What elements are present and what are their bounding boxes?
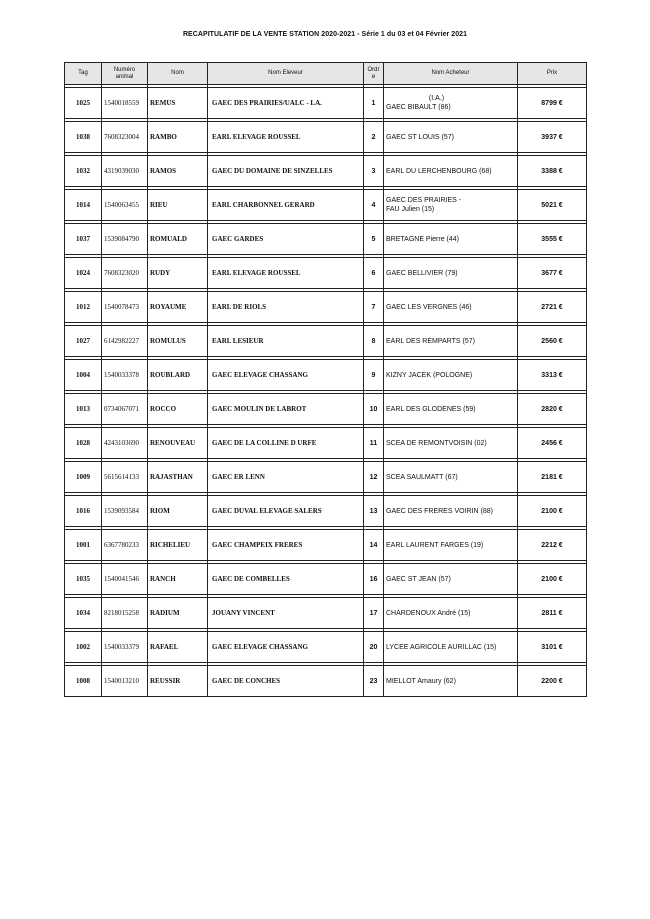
table-row: [65, 598, 587, 629]
cell-tag: 1014: [65, 190, 102, 221]
cell-nom: RADIUM: [148, 598, 208, 629]
cell-numero: 1540033379: [102, 632, 148, 663]
cell-nom: RANCH: [148, 564, 208, 595]
table-row: [65, 530, 587, 561]
cell-prix: 3937 €: [518, 122, 587, 153]
cell-numero: 4243103690: [102, 428, 148, 459]
cell-tag: 1004: [65, 360, 102, 391]
table-row: [65, 292, 587, 323]
cell-eleveur: GAEC DE COMBELLES: [208, 564, 364, 595]
header-numero-line1: Numéro: [113, 67, 136, 73]
cell-tag: 1032: [65, 156, 102, 187]
cell-ordre: 8: [364, 326, 384, 357]
acheteur-line1: GAEC LES VERGNES (46): [386, 303, 472, 311]
table-row: [65, 258, 587, 289]
header-acheteur: Nom Acheteur: [384, 63, 518, 85]
cell-eleveur: GAEC ER LENN: [208, 462, 364, 493]
cell-acheteur: [384, 292, 518, 323]
cell-tag: 1028: [65, 428, 102, 459]
acheteur-line1: LYCEE AGRICOLE AURILLAC (15): [386, 643, 497, 651]
cell-ordre: 6: [364, 258, 384, 289]
cell-eleveur: GAEC DU DOMAINE DE SINZELLES: [208, 156, 364, 187]
cell-numero: 1539084790: [102, 224, 148, 255]
cell-nom: RENOUVEAU: [148, 428, 208, 459]
cell-nom: REUSSIR: [148, 666, 208, 697]
cell-acheteur: [384, 564, 518, 595]
header-prix: Prix: [518, 63, 587, 85]
cell-numero: 1540018559: [102, 88, 148, 119]
cell-ordre: 2: [364, 122, 384, 153]
cell-acheteur: [384, 360, 518, 391]
cell-numero: 6142982227: [102, 326, 148, 357]
cell-nom: RIEU: [148, 190, 208, 221]
table-row: [65, 394, 587, 425]
cell-tag: 1013: [65, 394, 102, 425]
cell-eleveur: EARL LESIEUR: [208, 326, 364, 357]
cell-ordre: 7: [364, 292, 384, 323]
acheteur-line1: CHARDENOUX André (15): [386, 609, 471, 617]
cell-acheteur: [384, 496, 518, 527]
acheteur-line1: GAEC DES PRAIRIES -: [386, 197, 462, 204]
cell-acheteur: [384, 258, 518, 289]
acheteur-line2: GAEC BIBAULT (86): [386, 104, 451, 111]
cell-ordre: 12: [364, 462, 384, 493]
cell-prix: 3313 €: [518, 360, 587, 391]
cell-eleveur: GAEC DE CONCHES: [208, 666, 364, 697]
cell-nom: REMUS: [148, 88, 208, 119]
cell-tag: 1038: [65, 122, 102, 153]
cell-eleveur: GAEC ELEVAGE CHASSANG: [208, 360, 364, 391]
cell-numero: 8218015258: [102, 598, 148, 629]
cell-acheteur: [384, 156, 518, 187]
header-ordre-line2: e: [371, 73, 376, 80]
header-tag: Tag: [65, 63, 102, 85]
cell-nom: RUDY: [148, 258, 208, 289]
cell-ordre: 17: [364, 598, 384, 629]
cell-ordre: 9: [364, 360, 384, 391]
table-row: [65, 224, 587, 255]
cell-acheteur: [384, 224, 518, 255]
cell-acheteur: [384, 88, 518, 119]
acheteur-line1: EARL DU LERCHENBOURG (68): [386, 167, 492, 175]
table-row: [65, 632, 587, 663]
cell-acheteur: [384, 666, 518, 697]
cell-tag: 1012: [65, 292, 102, 323]
table-row: [65, 190, 587, 221]
table-row: [65, 496, 587, 527]
acheteur-line1: KIZNY JACEK (POLOGNE): [386, 371, 473, 379]
cell-prix: 2200 €: [518, 666, 587, 697]
cell-nom: ROYAUME: [148, 292, 208, 323]
header-numero: [102, 63, 148, 85]
cell-numero: 5615614133: [102, 462, 148, 493]
cell-eleveur: GAEC DUVAL ELEVAGE SALERS: [208, 496, 364, 527]
cell-ordre: 5: [364, 224, 384, 255]
cell-numero: 1540041546: [102, 564, 148, 595]
header-ordre: [364, 63, 384, 85]
header-eleveur: Nom Eleveur: [208, 63, 364, 85]
cell-ordre: 23: [364, 666, 384, 697]
cell-tag: 1009: [65, 462, 102, 493]
table-row: [65, 564, 587, 595]
cell-ordre: 3: [364, 156, 384, 187]
cell-nom: ROMUALD: [148, 224, 208, 255]
cell-tag: 1025: [65, 88, 102, 119]
cell-prix: 5021 €: [518, 190, 587, 221]
cell-tag: 1008: [65, 666, 102, 697]
cell-nom: RICHELIEU: [148, 530, 208, 561]
cell-eleveur: GAEC ELEVAGE CHASSANG: [208, 632, 364, 663]
acheteur-line1: SCEA SAULMATT (67): [386, 473, 458, 481]
cell-numero: 1539093584: [102, 496, 148, 527]
cell-acheteur: [384, 326, 518, 357]
table-row: [65, 462, 587, 493]
cell-eleveur: GAEC DE LA COLLINE D URFE: [208, 428, 364, 459]
cell-prix: 8799 €: [518, 88, 587, 119]
cell-acheteur: [384, 394, 518, 425]
table-body: [65, 85, 587, 697]
cell-numero: 7608323004: [102, 122, 148, 153]
header-nom: Nom: [148, 63, 208, 85]
acheteur-line1: BRETAGNE Pierre (44): [386, 235, 459, 243]
cell-nom: RAMBO: [148, 122, 208, 153]
cell-tag: 1002: [65, 632, 102, 663]
cell-eleveur: EARL DE RIOLS: [208, 292, 364, 323]
cell-ordre: 4: [364, 190, 384, 221]
cell-numero: 0734067071: [102, 394, 148, 425]
cell-numero: 1540078473: [102, 292, 148, 323]
cell-ordre: 20: [364, 632, 384, 663]
cell-ordre: 16: [364, 564, 384, 595]
acheteur-line1: GAEC ST JEAN (57): [386, 575, 451, 583]
cell-prix: 2181 €: [518, 462, 587, 493]
acheteur-line1: GAEC ST LOUIS (57): [386, 133, 454, 141]
acheteur-line1: GAEC DES FRERES VOIRIN (88): [386, 507, 493, 515]
cell-prix: 3555 €: [518, 224, 587, 255]
cell-numero: 1540033378: [102, 360, 148, 391]
table-row: [65, 360, 587, 391]
table-row: [65, 428, 587, 459]
acheteur-line1: MIELLOT Amaury (62): [386, 677, 456, 685]
cell-acheteur: [384, 632, 518, 663]
cell-prix: 2456 €: [518, 428, 587, 459]
table-row: [65, 666, 587, 697]
table-row: [65, 326, 587, 357]
cell-eleveur: GAEC CHAMPEIX FRERES: [208, 530, 364, 561]
acheteur-line1: EARL LAURENT FARGES (19): [386, 541, 484, 549]
table-row: [65, 156, 587, 187]
table-row: [65, 122, 587, 153]
cell-nom: RIOM: [148, 496, 208, 527]
cell-acheteur: [384, 122, 518, 153]
cell-tag: 1016: [65, 496, 102, 527]
cell-tag: 1001: [65, 530, 102, 561]
cell-acheteur: [384, 190, 518, 221]
cell-tag: 1027: [65, 326, 102, 357]
cell-prix: 2721 €: [518, 292, 587, 323]
acheteur-line1: EARL DES GLODENES (59): [386, 405, 476, 413]
cell-eleveur: EARL ELEVAGE ROUSSEL: [208, 122, 364, 153]
cell-eleveur: EARL CHARBONNEL GERARD: [208, 190, 364, 221]
cell-eleveur: JOUANY VINCENT: [208, 598, 364, 629]
cell-nom: ROMULUS: [148, 326, 208, 357]
cell-prix: 3388 €: [518, 156, 587, 187]
cell-nom: RAFAEL: [148, 632, 208, 663]
cell-prix: 2100 €: [518, 564, 587, 595]
cell-prix: 2100 €: [518, 496, 587, 527]
acheteur-line1: GAEC BELLIVIER (79): [386, 269, 458, 277]
cell-eleveur: GAEC MOULIN DE LABROT: [208, 394, 364, 425]
cell-numero: 1540063455: [102, 190, 148, 221]
header-row: [65, 63, 587, 85]
cell-numero: 7608323020: [102, 258, 148, 289]
acheteur-line2: FAU Julien (15): [386, 206, 435, 213]
header-ordre-line1: Ordr: [367, 67, 380, 73]
document-title: RECAPITULATIF DE LA VENTE STATION 2020-2021 - Série 1 du 03 et 04 Février 2021: [182, 31, 468, 38]
cell-prix: 2820 €: [518, 394, 587, 425]
cell-nom: ROUBLARD: [148, 360, 208, 391]
cell-prix: 2811 €: [518, 598, 587, 629]
cell-prix: 2560 €: [518, 326, 587, 357]
acheteur-line1: EARL DES REMPARTS (57): [386, 337, 475, 345]
cell-prix: 3677 €: [518, 258, 587, 289]
cell-ordre: 11: [364, 428, 384, 459]
cell-ordre: 14: [364, 530, 384, 561]
cell-numero: 4319039030: [102, 156, 148, 187]
cell-numero: 1540013210: [102, 666, 148, 697]
sales-table: [64, 62, 587, 697]
cell-acheteur: [384, 598, 518, 629]
cell-prix: 3101 €: [518, 632, 587, 663]
cell-nom: ROCCO: [148, 394, 208, 425]
acheteur-line1: SCEA DE REMONTVOISIN (02): [386, 439, 487, 447]
cell-ordre: 1: [364, 88, 384, 119]
cell-tag: 1035: [65, 564, 102, 595]
cell-prix: 2212 €: [518, 530, 587, 561]
cell-nom: RAJASTHAN: [148, 462, 208, 493]
cell-numero: 6367780233: [102, 530, 148, 561]
cell-ordre: 13: [364, 496, 384, 527]
cell-acheteur: [384, 530, 518, 561]
acheteur-line1: (I.A.): [428, 95, 445, 102]
cell-tag: 1024: [65, 258, 102, 289]
cell-tag: 1037: [65, 224, 102, 255]
cell-eleveur: GAEC GARDES: [208, 224, 364, 255]
cell-acheteur: [384, 462, 518, 493]
cell-acheteur: [384, 428, 518, 459]
cell-ordre: 10: [364, 394, 384, 425]
cell-nom: RAMOS: [148, 156, 208, 187]
cell-eleveur: GAEC DES PRAIRIES/UALC - LA.: [208, 88, 364, 119]
cell-tag: 1034: [65, 598, 102, 629]
header-numero-line2: animal: [115, 73, 134, 80]
cell-eleveur: EARL ELEVAGE ROUSSEL: [208, 258, 364, 289]
table-row: [65, 88, 587, 119]
